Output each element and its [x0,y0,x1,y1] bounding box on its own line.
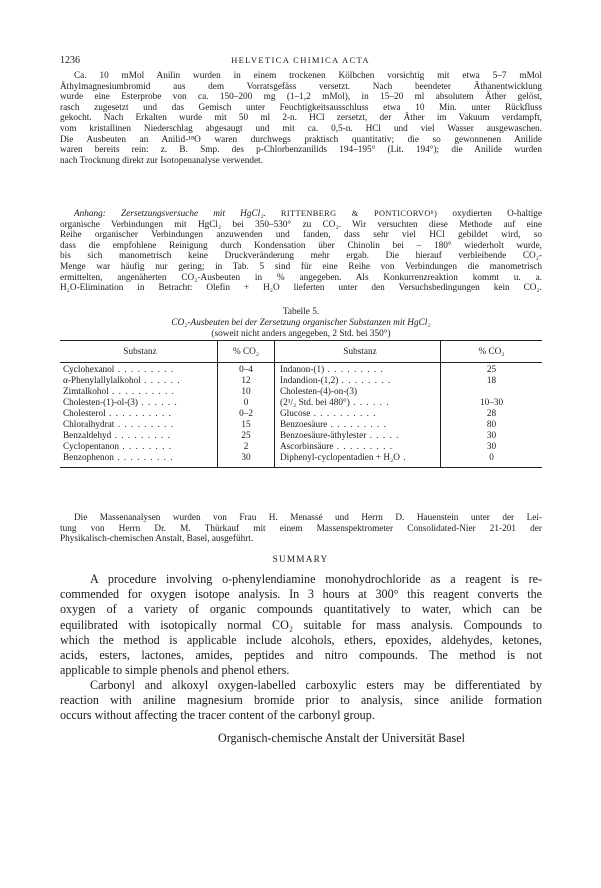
substance-name: Chloralhydrat [63,420,115,430]
text-line: dass die empfohlene Reinigung durch Kondensation über Chinolin bei – 180° wiederholt wurde, [60,240,542,251]
running-header-journal: HELVETICA CHIMICA ACTA [231,55,370,65]
substance-name: Benzoesäure-äthylester [280,431,367,441]
substance-name: Indandion-(1,2) [280,376,339,386]
dot-leader: . [399,453,407,463]
appendix-title: Zersetzungsversuche mit HgCl₂. [121,209,266,219]
substance-cell [275,442,441,453]
experimental-paragraph [60,71,542,166]
dot-leader: . . . . . . [138,398,178,408]
table-row [60,442,542,453]
substance-name: Zimtalkohol [63,387,109,397]
substance-name: Cholesten-(1)-ol-(3) [63,398,139,408]
text-line: Reihe organischer Verbindungen anzuwenden und fanden, dass sehr viel HCl gebildet wird, so [60,230,542,241]
text-line: vom kristallinen Niederschlag abgesaugt und mit ca. 0,5-n. HCl und viel Wasser ausgewaschen. [60,123,542,134]
dot-leader: . . . . . . . . . . [105,409,172,419]
appendix-paragraph [60,209,542,294]
dot-leader: . . . . . . . . . . [310,409,377,419]
text-line: Carbonyl and alkoxyl oxygen-labelled carboxylic esters may be differentiated by [90,678,542,692]
affiliation: Organisch-chemische Anstalt der Universität Basel [218,731,465,745]
text-line: which the method is applicable include alcohols, ethers, epoxides, aldehydes, ketones, [60,632,542,647]
substance-name: Glucose [280,409,311,419]
substance-cell [60,442,218,453]
substance-cell [275,398,441,409]
text-line: A procedure involving o-phenylendiamine monohydrochloride as a reagent is re- [90,572,542,586]
column-header: Substanz [60,341,218,363]
dot-leader: . . . . . . [349,398,390,408]
text-line: Physikalisch-chemischen Anstalt, Basel, ausgeführt. [60,534,254,545]
column-header: % CO₂ [218,341,275,363]
substance-cell [60,409,218,420]
caption-title: CO₂-Ausbeuten bei der Zersetzung organischer Substanzen mit HgCl₂ [171,317,431,328]
text-line: ermittelten, angenäherten CO₂-Ausbeuten in % angegeben. Als Konkurrenzreaktion kommt u. a. [60,272,542,283]
dot-leader: . . . . . . . . . [113,453,174,463]
substance-cell [60,363,218,377]
table-row [60,376,542,387]
text-line [60,209,542,220]
substance-cell [275,409,441,420]
co2-yield-cell: 0–2 [218,409,275,420]
co2-yield-cell: 2 [218,442,275,453]
caption-prefix: Tabelle 5. [282,307,320,317]
table-row [60,431,542,442]
co2-yield-cell: 28 [486,409,497,419]
co2-yield-cell: 30 [486,431,497,441]
column-header: % CO₂ [441,341,543,363]
substance-cell [275,431,441,442]
text-line: H₂O-Elimination in Betracht: Olefin + H₂O lieferten unter den Versuchsbedingungen kein CO₂. [60,283,542,294]
co2-yield-cell: 10 [218,387,275,398]
table-caption [60,307,542,339]
co2-yield-cell: 15 [218,420,275,431]
table-row [60,453,542,468]
text-line: reaction with aniline magnesium bromide prior to analysis, since anilide formation [60,693,542,708]
text-line: gekocht. Nach Erkalten wurde mit 50 ml 2-n. HCl zersetzt, der Äther im Vakuum verdampft, [60,113,542,124]
substance-cell [60,387,218,398]
table-row [60,363,542,377]
substance-cell [275,387,441,398]
table-header-row [60,341,542,363]
substance-name: Cyclohexanol [63,365,115,375]
co2-yield-cell: 30 [218,453,275,468]
co2-yield-cell [441,387,543,398]
text-line: tung von Herrn Dr. M. Thürkauf mit einem Massenspektrometer Consolidated-Nier 21-201 der [60,523,542,534]
caption-line [60,307,542,329]
table-row [60,387,542,398]
co2-yield-cell: 80 [486,420,497,430]
substance-cell [60,376,218,387]
substance-name: Cholesterol [63,409,106,419]
substance-name: Benzophenon [63,453,114,463]
substance-cell [275,376,441,387]
text-line: Die Ausbeuten an Anilid-¹⁸O waren durchwegs praktisch quantitativ; die so gewonnenen Anilide [60,134,542,145]
co2-yield-table [60,340,542,468]
text-line: Menge war häufig nur gering; in Tab. 5 sind für eine Reihe von Verbindungen die manometrisch [60,261,542,272]
substance-cell [60,420,218,431]
dot-leader: . . . . . . . . [119,442,173,452]
appendix-authors: RITTENBERG & PONTICORVO⁸) [280,209,438,218]
co2-yield-cell: 30 [486,442,497,452]
co2-yield-cell: 10–30 [479,398,504,408]
text-line: waren bereits rein: z. B. Smp. des p-Chlorbenzanilids 194–195° (Lit. 194°); die Anilide wurden [60,145,542,156]
text-line: bis sich manometrisch keine Druckveränderung mehr ergab. Die hierauf verbleibende CO₂- [60,251,542,262]
substance-name: α-Phenylallylalkohol [63,376,141,386]
co2-yield-cell: 0–4 [218,363,275,377]
text-line: equilibrated with isotopically normal CO₂ suitable for mass analysis. Compounds to [60,617,542,632]
text-line: wurde eine Esterprobe von ca. 150–200 mg (1–1,2 mMol), in 15–20 ml absolutem Äther gelöst, [60,92,542,103]
co2-yield-cell: 25 [218,431,275,442]
text-line: Äthylmagnesiumbromid aus dem Vorratsgefäss versetzt. Nach beendeter Äthanentwicklung [60,81,542,92]
substance-name: Diphenyl-cyclopentadien + H₂O [280,453,400,463]
appendix-label: Anhang: [74,209,106,219]
text-line: applicable to simple phenols and phenol ethers. [60,663,290,678]
co2-yield-cell: 25 [486,365,497,375]
substance-cell [275,420,441,431]
substance-cell [60,453,218,468]
text-line: nach Trocknung direkt zur Isotopenanalyse verwendet. [60,155,263,166]
substance-cell [60,431,218,442]
summary-heading: SUMMARY [272,555,329,565]
dot-leader: . . . . . . . . . [111,431,171,441]
dot-leader: . . . . . . [140,376,181,386]
text-line: commended for oxygen isotope analysis. In 3 hours at 300° this reagent converts the [60,587,542,602]
substance-name: Benzaldehyd [63,431,112,441]
text-line: organische Verbindungen mit HgCl₂ bei 350–530° zu CO₂. Wir versuchten diese Methode auf eine [60,219,542,230]
text-line: rasch zugesetzt und das Gemisch unter Feuchtigkeitsausschluss etwa 10 Min. unter Rückfluss [60,102,542,113]
dot-leader: . . . . . . . . . [327,420,387,430]
dot-leader: . . . . . . . . . [324,365,384,375]
dot-leader: . . . . . . . . [338,376,392,386]
substance-name: Indanon-(1) [280,365,325,375]
column-header: Substanz [275,341,441,363]
table-row [60,398,542,409]
substance-cell [60,398,218,409]
summary-paragraph-2 [60,678,542,724]
text-line: acids, esters, lactones, amides, peptides and nitro compounds. The method is not [60,648,542,663]
dot-leader: . . . . . . . . . [114,365,175,375]
text-line: oxygen of a variety of organic compounds quantitatively to water, which can be [60,602,542,617]
co2-yield-cell: 12 [218,376,275,387]
summary-paragraph-1 [60,572,542,678]
substance-name: Cholesten-(4)-on-(3) [280,387,358,397]
co2-yield-cell: 18 [486,376,497,386]
text-line: Die Massenanalysen wurden von Frau H. Menassé und Herrn D. Hauenstein unter der Lei- [74,513,542,523]
mass-spec-note [60,513,542,545]
table-row [60,409,542,420]
table-row [60,420,542,431]
text-fragment: oxydierten O-haltige [452,209,543,219]
dot-leader: . . . . . . . . . [333,442,394,452]
co2-yield-cell: 0 [441,453,543,468]
page-number: 1236 [60,55,80,66]
substance-cell [275,363,441,377]
text-line: Ca. 10 mMol Anilin wurden in einem trockenen Kölbchen vorsichtig mit etwa 5–7 mMol [74,71,542,81]
dot-leader: . . . . . [366,431,400,441]
substance-name: (2¹/₂ Std. bei 480°) [280,398,350,408]
text-line: occurs without affecting the tracer content of the carbonyl group. [60,708,375,723]
substance-name: Cyclopentanon [63,442,120,452]
co2-yield-cell: 0 [218,398,275,409]
dot-leader: . . . . . . . . . . [108,387,175,397]
substance-cell [275,453,441,468]
substance-name: Ascorbinsäure [280,442,334,452]
caption-subtitle: (soweit nicht anders angegeben, 2 Std. bei 350°) [211,328,391,339]
substance-name: Benzoesäure [280,420,328,430]
dot-leader: . . . . . . . . . [114,420,175,430]
